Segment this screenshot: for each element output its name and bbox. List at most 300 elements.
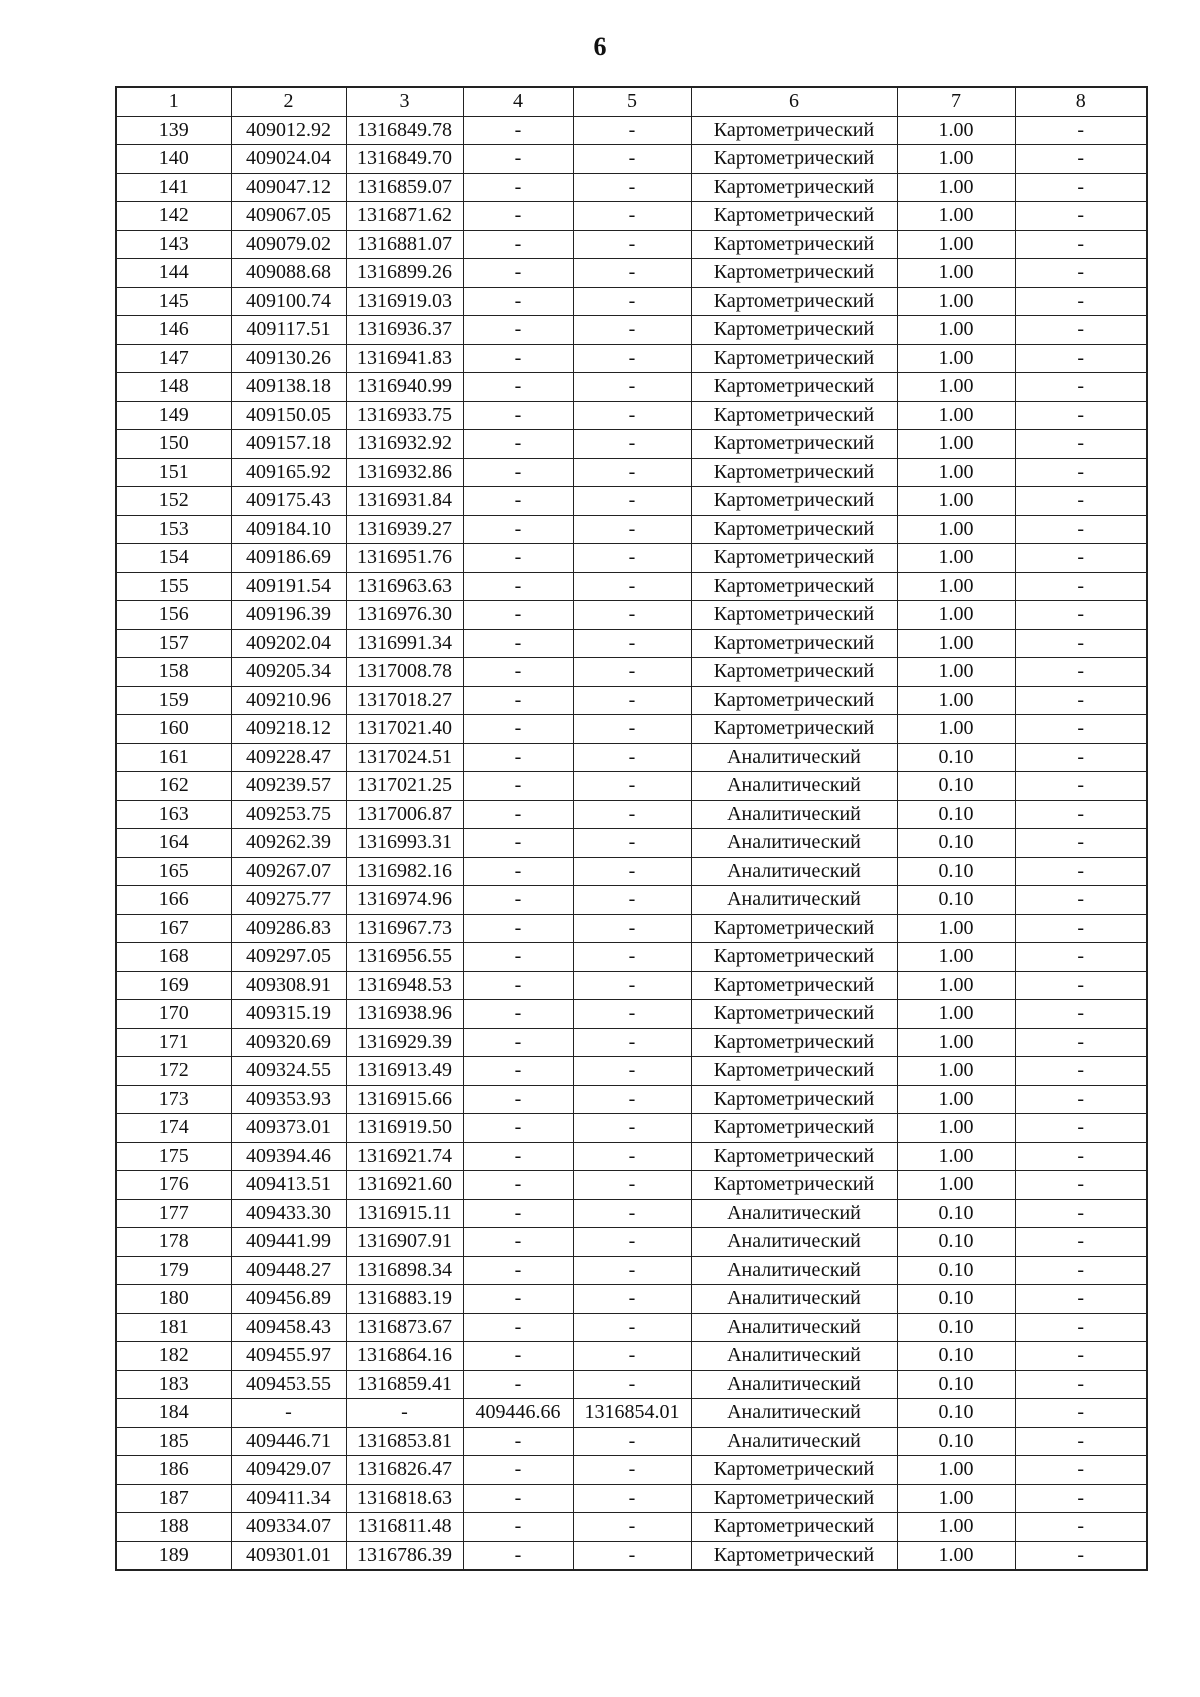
method-cell: Картометрический bbox=[691, 344, 897, 373]
method-cell: Картометрический bbox=[691, 544, 897, 573]
accuracy-cell: 1.00 bbox=[897, 544, 1015, 573]
x-coordinate-alt-cell: - bbox=[463, 202, 573, 231]
y-coordinate-alt-cell: - bbox=[573, 800, 691, 829]
table-row bbox=[116, 515, 1147, 544]
point-number-cell: 164 bbox=[116, 829, 231, 858]
x-coordinate-alt-cell: - bbox=[463, 458, 573, 487]
x-coordinate-alt-cell: - bbox=[463, 430, 573, 459]
y-coordinate-alt-cell: - bbox=[573, 259, 691, 288]
point-number-cell: 150 bbox=[116, 430, 231, 459]
accuracy-cell: 0.10 bbox=[897, 1256, 1015, 1285]
x-coordinate-alt-cell: - bbox=[463, 1456, 573, 1485]
method-cell: Картометрический bbox=[691, 943, 897, 972]
x-coordinate-alt-cell: - bbox=[463, 715, 573, 744]
method-cell: Картометрический bbox=[691, 1513, 897, 1542]
y-coordinate-cell: 1316915.11 bbox=[346, 1199, 463, 1228]
accuracy-cell: 0.10 bbox=[897, 1427, 1015, 1456]
x-coordinate-alt-cell: - bbox=[463, 1370, 573, 1399]
y-coordinate-cell: 1316936.37 bbox=[346, 316, 463, 345]
note-cell: - bbox=[1015, 572, 1147, 601]
table-row bbox=[116, 1000, 1147, 1029]
note-cell: - bbox=[1015, 1484, 1147, 1513]
y-coordinate-cell: 1317024.51 bbox=[346, 743, 463, 772]
y-coordinate-cell: 1316963.63 bbox=[346, 572, 463, 601]
accuracy-cell: 0.10 bbox=[897, 1399, 1015, 1428]
note-cell: - bbox=[1015, 116, 1147, 145]
note-cell: - bbox=[1015, 458, 1147, 487]
note-cell: - bbox=[1015, 743, 1147, 772]
y-coordinate-alt-cell: - bbox=[573, 743, 691, 772]
table-row bbox=[116, 1399, 1147, 1428]
note-cell: - bbox=[1015, 1228, 1147, 1257]
note-cell: - bbox=[1015, 1114, 1147, 1143]
accuracy-cell: 1.00 bbox=[897, 259, 1015, 288]
method-cell: Аналитический bbox=[691, 1285, 897, 1314]
point-number-cell: 154 bbox=[116, 544, 231, 573]
method-cell: Картометрический bbox=[691, 316, 897, 345]
table-row bbox=[116, 202, 1147, 231]
page-number: 6 bbox=[593, 32, 607, 61]
table-row bbox=[116, 230, 1147, 259]
y-coordinate-alt-cell: - bbox=[573, 1228, 691, 1257]
accuracy-cell: 1.00 bbox=[897, 601, 1015, 630]
x-coordinate-cell: 409413.51 bbox=[231, 1171, 346, 1200]
y-coordinate-alt-cell: - bbox=[573, 886, 691, 915]
x-coordinate-alt-cell: - bbox=[463, 515, 573, 544]
x-coordinate-alt-cell: - bbox=[463, 829, 573, 858]
y-coordinate-cell: 1316883.19 bbox=[346, 1285, 463, 1314]
method-cell: Аналитический bbox=[691, 886, 897, 915]
point-number-cell: 167 bbox=[116, 914, 231, 943]
y-coordinate-alt-cell: - bbox=[573, 572, 691, 601]
x-coordinate-cell: 409320.69 bbox=[231, 1028, 346, 1057]
accuracy-cell: 1.00 bbox=[897, 1142, 1015, 1171]
column-header: 2 bbox=[231, 87, 346, 116]
y-coordinate-alt-cell: - bbox=[573, 1541, 691, 1570]
y-coordinate-alt-cell: - bbox=[573, 1342, 691, 1371]
y-coordinate-cell: 1316991.34 bbox=[346, 629, 463, 658]
y-coordinate-cell: 1316951.76 bbox=[346, 544, 463, 573]
y-coordinate-cell: 1316871.62 bbox=[346, 202, 463, 231]
note-cell: - bbox=[1015, 829, 1147, 858]
method-cell: Картометрический bbox=[691, 686, 897, 715]
y-coordinate-alt-cell: - bbox=[573, 1114, 691, 1143]
y-coordinate-cell: 1316786.39 bbox=[346, 1541, 463, 1570]
method-cell: Аналитический bbox=[691, 1342, 897, 1371]
x-coordinate-alt-cell: - bbox=[463, 1285, 573, 1314]
table-row bbox=[116, 1114, 1147, 1143]
y-coordinate-alt-cell: - bbox=[573, 943, 691, 972]
point-number-cell: 174 bbox=[116, 1114, 231, 1143]
x-coordinate-cell: 409088.68 bbox=[231, 259, 346, 288]
x-coordinate-alt-cell: - bbox=[463, 1171, 573, 1200]
y-coordinate-alt-cell: - bbox=[573, 1028, 691, 1057]
accuracy-cell: 1.00 bbox=[897, 1085, 1015, 1114]
x-coordinate-cell: 409117.51 bbox=[231, 316, 346, 345]
accuracy-cell: 0.10 bbox=[897, 1199, 1015, 1228]
x-coordinate-alt-cell: - bbox=[463, 800, 573, 829]
accuracy-cell: 1.00 bbox=[897, 230, 1015, 259]
point-number-cell: 163 bbox=[116, 800, 231, 829]
x-coordinate-alt-cell: - bbox=[463, 629, 573, 658]
note-cell: - bbox=[1015, 287, 1147, 316]
accuracy-cell: 1.00 bbox=[897, 344, 1015, 373]
y-coordinate-alt-cell: - bbox=[573, 430, 691, 459]
y-coordinate-cell: 1317018.27 bbox=[346, 686, 463, 715]
x-coordinate-cell: 409458.43 bbox=[231, 1313, 346, 1342]
x-coordinate-cell: 409373.01 bbox=[231, 1114, 346, 1143]
x-coordinate-alt-cell: - bbox=[463, 658, 573, 687]
y-coordinate-cell: 1316811.48 bbox=[346, 1513, 463, 1542]
note-cell: - bbox=[1015, 1342, 1147, 1371]
y-coordinate-alt-cell: - bbox=[573, 1484, 691, 1513]
note-cell: - bbox=[1015, 601, 1147, 630]
y-coordinate-cell: 1316932.92 bbox=[346, 430, 463, 459]
x-coordinate-cell: 409308.91 bbox=[231, 971, 346, 1000]
accuracy-cell: 1.00 bbox=[897, 914, 1015, 943]
y-coordinate-cell: 1316982.16 bbox=[346, 857, 463, 886]
point-number-cell: 171 bbox=[116, 1028, 231, 1057]
x-coordinate-alt-cell: - bbox=[463, 686, 573, 715]
y-coordinate-cell: 1316864.16 bbox=[346, 1342, 463, 1371]
x-coordinate-cell: - bbox=[231, 1399, 346, 1428]
point-number-cell: 147 bbox=[116, 344, 231, 373]
method-cell: Аналитический bbox=[691, 857, 897, 886]
y-coordinate-alt-cell: - bbox=[573, 715, 691, 744]
column-header: 3 bbox=[346, 87, 463, 116]
x-coordinate-alt-cell: - bbox=[463, 230, 573, 259]
note-cell: - bbox=[1015, 658, 1147, 687]
accuracy-cell: 1.00 bbox=[897, 971, 1015, 1000]
y-coordinate-alt-cell: - bbox=[573, 629, 691, 658]
y-coordinate-cell: 1316929.39 bbox=[346, 1028, 463, 1057]
point-number-cell: 160 bbox=[116, 715, 231, 744]
accuracy-cell: 0.10 bbox=[897, 886, 1015, 915]
accuracy-cell: 0.10 bbox=[897, 829, 1015, 858]
x-coordinate-cell: 409448.27 bbox=[231, 1256, 346, 1285]
y-coordinate-cell: 1316899.26 bbox=[346, 259, 463, 288]
table-row bbox=[116, 572, 1147, 601]
method-cell: Аналитический bbox=[691, 1228, 897, 1257]
y-coordinate-alt-cell: - bbox=[573, 1256, 691, 1285]
method-cell: Картометрический bbox=[691, 173, 897, 202]
x-coordinate-alt-cell: - bbox=[463, 145, 573, 174]
table-row bbox=[116, 116, 1147, 145]
accuracy-cell: 0.10 bbox=[897, 800, 1015, 829]
y-coordinate-cell: 1316853.81 bbox=[346, 1427, 463, 1456]
y-coordinate-alt-cell: - bbox=[573, 1171, 691, 1200]
x-coordinate-alt-cell: - bbox=[463, 1000, 573, 1029]
x-coordinate-alt-cell: - bbox=[463, 1228, 573, 1257]
y-coordinate-cell: 1316993.31 bbox=[346, 829, 463, 858]
table-row bbox=[116, 544, 1147, 573]
y-coordinate-alt-cell: - bbox=[573, 1513, 691, 1542]
point-number-cell: 166 bbox=[116, 886, 231, 915]
x-coordinate-cell: 409165.92 bbox=[231, 458, 346, 487]
point-number-cell: 180 bbox=[116, 1285, 231, 1314]
y-coordinate-alt-cell: - bbox=[573, 1142, 691, 1171]
table-row bbox=[116, 1256, 1147, 1285]
method-cell: Аналитический bbox=[691, 1313, 897, 1342]
accuracy-cell: 1.00 bbox=[897, 287, 1015, 316]
method-cell: Картометрический bbox=[691, 1114, 897, 1143]
accuracy-cell: 1.00 bbox=[897, 458, 1015, 487]
table-row bbox=[116, 145, 1147, 174]
x-coordinate-alt-cell: - bbox=[463, 1313, 573, 1342]
y-coordinate-alt-cell: - bbox=[573, 914, 691, 943]
point-number-cell: 181 bbox=[116, 1313, 231, 1342]
x-coordinate-alt-cell: - bbox=[463, 743, 573, 772]
x-coordinate-cell: 409024.04 bbox=[231, 145, 346, 174]
method-cell: Картометрический bbox=[691, 1171, 897, 1200]
table-row bbox=[116, 1427, 1147, 1456]
point-number-cell: 145 bbox=[116, 287, 231, 316]
accuracy-cell: 1.00 bbox=[897, 715, 1015, 744]
x-coordinate-alt-cell: - bbox=[463, 344, 573, 373]
x-coordinate-cell: 409334.07 bbox=[231, 1513, 346, 1542]
y-coordinate-alt-cell: - bbox=[573, 1057, 691, 1086]
y-coordinate-alt-cell: - bbox=[573, 971, 691, 1000]
y-coordinate-alt-cell: - bbox=[573, 658, 691, 687]
y-coordinate-alt-cell: - bbox=[573, 1285, 691, 1314]
y-coordinate-cell: 1316849.78 bbox=[346, 116, 463, 145]
y-coordinate-cell: 1317021.25 bbox=[346, 772, 463, 801]
x-coordinate-cell: 409228.47 bbox=[231, 743, 346, 772]
table-body bbox=[116, 116, 1147, 1570]
coordinates-table bbox=[115, 86, 1148, 1571]
table-row bbox=[116, 430, 1147, 459]
note-cell: - bbox=[1015, 1142, 1147, 1171]
x-coordinate-cell: 409433.30 bbox=[231, 1199, 346, 1228]
note-cell: - bbox=[1015, 914, 1147, 943]
y-coordinate-cell: 1316859.07 bbox=[346, 173, 463, 202]
y-coordinate-alt-cell: - bbox=[573, 601, 691, 630]
x-coordinate-cell: 409079.02 bbox=[231, 230, 346, 259]
x-coordinate-alt-cell: - bbox=[463, 1114, 573, 1143]
point-number-cell: 159 bbox=[116, 686, 231, 715]
table-row bbox=[116, 373, 1147, 402]
y-coordinate-alt-cell: - bbox=[573, 145, 691, 174]
point-number-cell: 186 bbox=[116, 1456, 231, 1485]
method-cell: Картометрический bbox=[691, 715, 897, 744]
point-number-cell: 153 bbox=[116, 515, 231, 544]
note-cell: - bbox=[1015, 971, 1147, 1000]
accuracy-cell: 0.10 bbox=[897, 1285, 1015, 1314]
y-coordinate-cell: 1316976.30 bbox=[346, 601, 463, 630]
x-coordinate-alt-cell: - bbox=[463, 914, 573, 943]
accuracy-cell: 0.10 bbox=[897, 1342, 1015, 1371]
point-number-cell: 175 bbox=[116, 1142, 231, 1171]
x-coordinate-cell: 409411.34 bbox=[231, 1484, 346, 1513]
x-coordinate-alt-cell: - bbox=[463, 1199, 573, 1228]
method-cell: Картометрический bbox=[691, 572, 897, 601]
accuracy-cell: 0.10 bbox=[897, 1313, 1015, 1342]
point-number-cell: 168 bbox=[116, 943, 231, 972]
x-coordinate-alt-cell: - bbox=[463, 1513, 573, 1542]
y-coordinate-cell: 1316907.91 bbox=[346, 1228, 463, 1257]
x-coordinate-cell: 409047.12 bbox=[231, 173, 346, 202]
point-number-cell: 141 bbox=[116, 173, 231, 202]
accuracy-cell: 1.00 bbox=[897, 1028, 1015, 1057]
table-row bbox=[116, 772, 1147, 801]
point-number-cell: 182 bbox=[116, 1342, 231, 1371]
y-coordinate-cell: 1317006.87 bbox=[346, 800, 463, 829]
accuracy-cell: 1.00 bbox=[897, 1000, 1015, 1029]
y-coordinate-alt-cell: - bbox=[573, 686, 691, 715]
x-coordinate-alt-cell: - bbox=[463, 287, 573, 316]
point-number-cell: 143 bbox=[116, 230, 231, 259]
table-row bbox=[116, 1142, 1147, 1171]
y-coordinate-alt-cell: - bbox=[573, 829, 691, 858]
method-cell: Картометрический bbox=[691, 373, 897, 402]
y-coordinate-cell: - bbox=[346, 1399, 463, 1428]
x-coordinate-alt-cell: - bbox=[463, 1342, 573, 1371]
y-coordinate-alt-cell: - bbox=[573, 401, 691, 430]
point-number-cell: 173 bbox=[116, 1085, 231, 1114]
note-cell: - bbox=[1015, 857, 1147, 886]
note-cell: - bbox=[1015, 715, 1147, 744]
table-row bbox=[116, 1028, 1147, 1057]
x-coordinate-alt-cell: - bbox=[463, 544, 573, 573]
y-coordinate-alt-cell: - bbox=[573, 1085, 691, 1114]
y-coordinate-cell: 1316826.47 bbox=[346, 1456, 463, 1485]
method-cell: Аналитический bbox=[691, 829, 897, 858]
x-coordinate-cell: 409100.74 bbox=[231, 287, 346, 316]
y-coordinate-alt-cell: - bbox=[573, 1370, 691, 1399]
y-coordinate-alt-cell: - bbox=[573, 487, 691, 516]
accuracy-cell: 1.00 bbox=[897, 1057, 1015, 1086]
y-coordinate-cell: 1316818.63 bbox=[346, 1484, 463, 1513]
accuracy-cell: 1.00 bbox=[897, 202, 1015, 231]
note-cell: - bbox=[1015, 230, 1147, 259]
x-coordinate-cell: 409184.10 bbox=[231, 515, 346, 544]
accuracy-cell: 1.00 bbox=[897, 1171, 1015, 1200]
x-coordinate-cell: 409455.97 bbox=[231, 1342, 346, 1371]
method-cell: Аналитический bbox=[691, 1399, 897, 1428]
note-cell: - bbox=[1015, 1000, 1147, 1029]
method-cell: Аналитический bbox=[691, 1256, 897, 1285]
note-cell: - bbox=[1015, 686, 1147, 715]
note-cell: - bbox=[1015, 1199, 1147, 1228]
accuracy-cell: 1.00 bbox=[897, 943, 1015, 972]
note-cell: - bbox=[1015, 487, 1147, 516]
y-coordinate-cell: 1316967.73 bbox=[346, 914, 463, 943]
x-coordinate-cell: 409394.46 bbox=[231, 1142, 346, 1171]
x-coordinate-cell: 409267.07 bbox=[231, 857, 346, 886]
table-header bbox=[116, 87, 1147, 116]
accuracy-cell: 1.00 bbox=[897, 316, 1015, 345]
y-coordinate-cell: 1316898.34 bbox=[346, 1256, 463, 1285]
point-number-cell: 183 bbox=[116, 1370, 231, 1399]
x-coordinate-alt-cell: - bbox=[463, 772, 573, 801]
method-cell: Картометрический bbox=[691, 629, 897, 658]
y-coordinate-alt-cell: - bbox=[573, 1000, 691, 1029]
point-number-cell: 172 bbox=[116, 1057, 231, 1086]
x-coordinate-cell: 409262.39 bbox=[231, 829, 346, 858]
x-coordinate-alt-cell: - bbox=[463, 943, 573, 972]
point-number-cell: 151 bbox=[116, 458, 231, 487]
y-coordinate-alt-cell: - bbox=[573, 1456, 691, 1485]
y-coordinate-alt-cell: - bbox=[573, 287, 691, 316]
table-row bbox=[116, 316, 1147, 345]
method-cell: Картометрический bbox=[691, 487, 897, 516]
x-coordinate-alt-cell: - bbox=[463, 487, 573, 516]
table-row bbox=[116, 971, 1147, 1000]
point-number-cell: 140 bbox=[116, 145, 231, 174]
y-coordinate-cell: 1316956.55 bbox=[346, 943, 463, 972]
method-cell: Картометрический bbox=[691, 1456, 897, 1485]
method-cell: Аналитический bbox=[691, 1199, 897, 1228]
y-coordinate-alt-cell: - bbox=[573, 116, 691, 145]
point-number-cell: 149 bbox=[116, 401, 231, 430]
x-coordinate-cell: 409453.55 bbox=[231, 1370, 346, 1399]
note-cell: - bbox=[1015, 800, 1147, 829]
point-number-cell: 148 bbox=[116, 373, 231, 402]
y-coordinate-cell: 1316921.60 bbox=[346, 1171, 463, 1200]
y-coordinate-alt-cell: - bbox=[573, 515, 691, 544]
accuracy-cell: 1.00 bbox=[897, 629, 1015, 658]
y-coordinate-alt-cell: - bbox=[573, 544, 691, 573]
method-cell: Картометрический bbox=[691, 287, 897, 316]
accuracy-cell: 1.00 bbox=[897, 1541, 1015, 1570]
note-cell: - bbox=[1015, 1313, 1147, 1342]
table-row bbox=[116, 743, 1147, 772]
note-cell: - bbox=[1015, 544, 1147, 573]
method-cell: Аналитический bbox=[691, 800, 897, 829]
x-coordinate-alt-cell: - bbox=[463, 1057, 573, 1086]
table-row bbox=[116, 857, 1147, 886]
table-row bbox=[116, 1085, 1147, 1114]
table-row bbox=[116, 1370, 1147, 1399]
y-coordinate-alt-cell: - bbox=[573, 173, 691, 202]
x-coordinate-cell: 409456.89 bbox=[231, 1285, 346, 1314]
table-row bbox=[116, 1199, 1147, 1228]
method-cell: Аналитический bbox=[691, 1427, 897, 1456]
table-row bbox=[116, 1228, 1147, 1257]
x-coordinate-alt-cell: - bbox=[463, 1142, 573, 1171]
method-cell: Картометрический bbox=[691, 1484, 897, 1513]
method-cell: Аналитический bbox=[691, 1370, 897, 1399]
point-number-cell: 146 bbox=[116, 316, 231, 345]
note-cell: - bbox=[1015, 145, 1147, 174]
note-cell: - bbox=[1015, 515, 1147, 544]
note-cell: - bbox=[1015, 1370, 1147, 1399]
table-row bbox=[116, 401, 1147, 430]
method-cell: Картометрический bbox=[691, 1142, 897, 1171]
y-coordinate-alt-cell: - bbox=[573, 1199, 691, 1228]
x-coordinate-cell: 409012.92 bbox=[231, 116, 346, 145]
method-cell: Картометрический bbox=[691, 658, 897, 687]
table-row bbox=[116, 1342, 1147, 1371]
table-row bbox=[116, 658, 1147, 687]
column-header: 4 bbox=[463, 87, 573, 116]
y-coordinate-cell: 1316849.70 bbox=[346, 145, 463, 174]
point-number-cell: 178 bbox=[116, 1228, 231, 1257]
method-cell: Картометрический bbox=[691, 601, 897, 630]
table-row bbox=[116, 458, 1147, 487]
point-number-cell: 156 bbox=[116, 601, 231, 630]
y-coordinate-cell: 1316913.49 bbox=[346, 1057, 463, 1086]
y-coordinate-alt-cell: - bbox=[573, 857, 691, 886]
method-cell: Картометрический bbox=[691, 145, 897, 174]
method-cell: Аналитический bbox=[691, 743, 897, 772]
x-coordinate-cell: 409239.57 bbox=[231, 772, 346, 801]
x-coordinate-alt-cell: - bbox=[463, 857, 573, 886]
note-cell: - bbox=[1015, 1085, 1147, 1114]
y-coordinate-alt-cell: - bbox=[573, 316, 691, 345]
x-coordinate-cell: 409205.34 bbox=[231, 658, 346, 687]
y-coordinate-cell: 1316931.84 bbox=[346, 487, 463, 516]
